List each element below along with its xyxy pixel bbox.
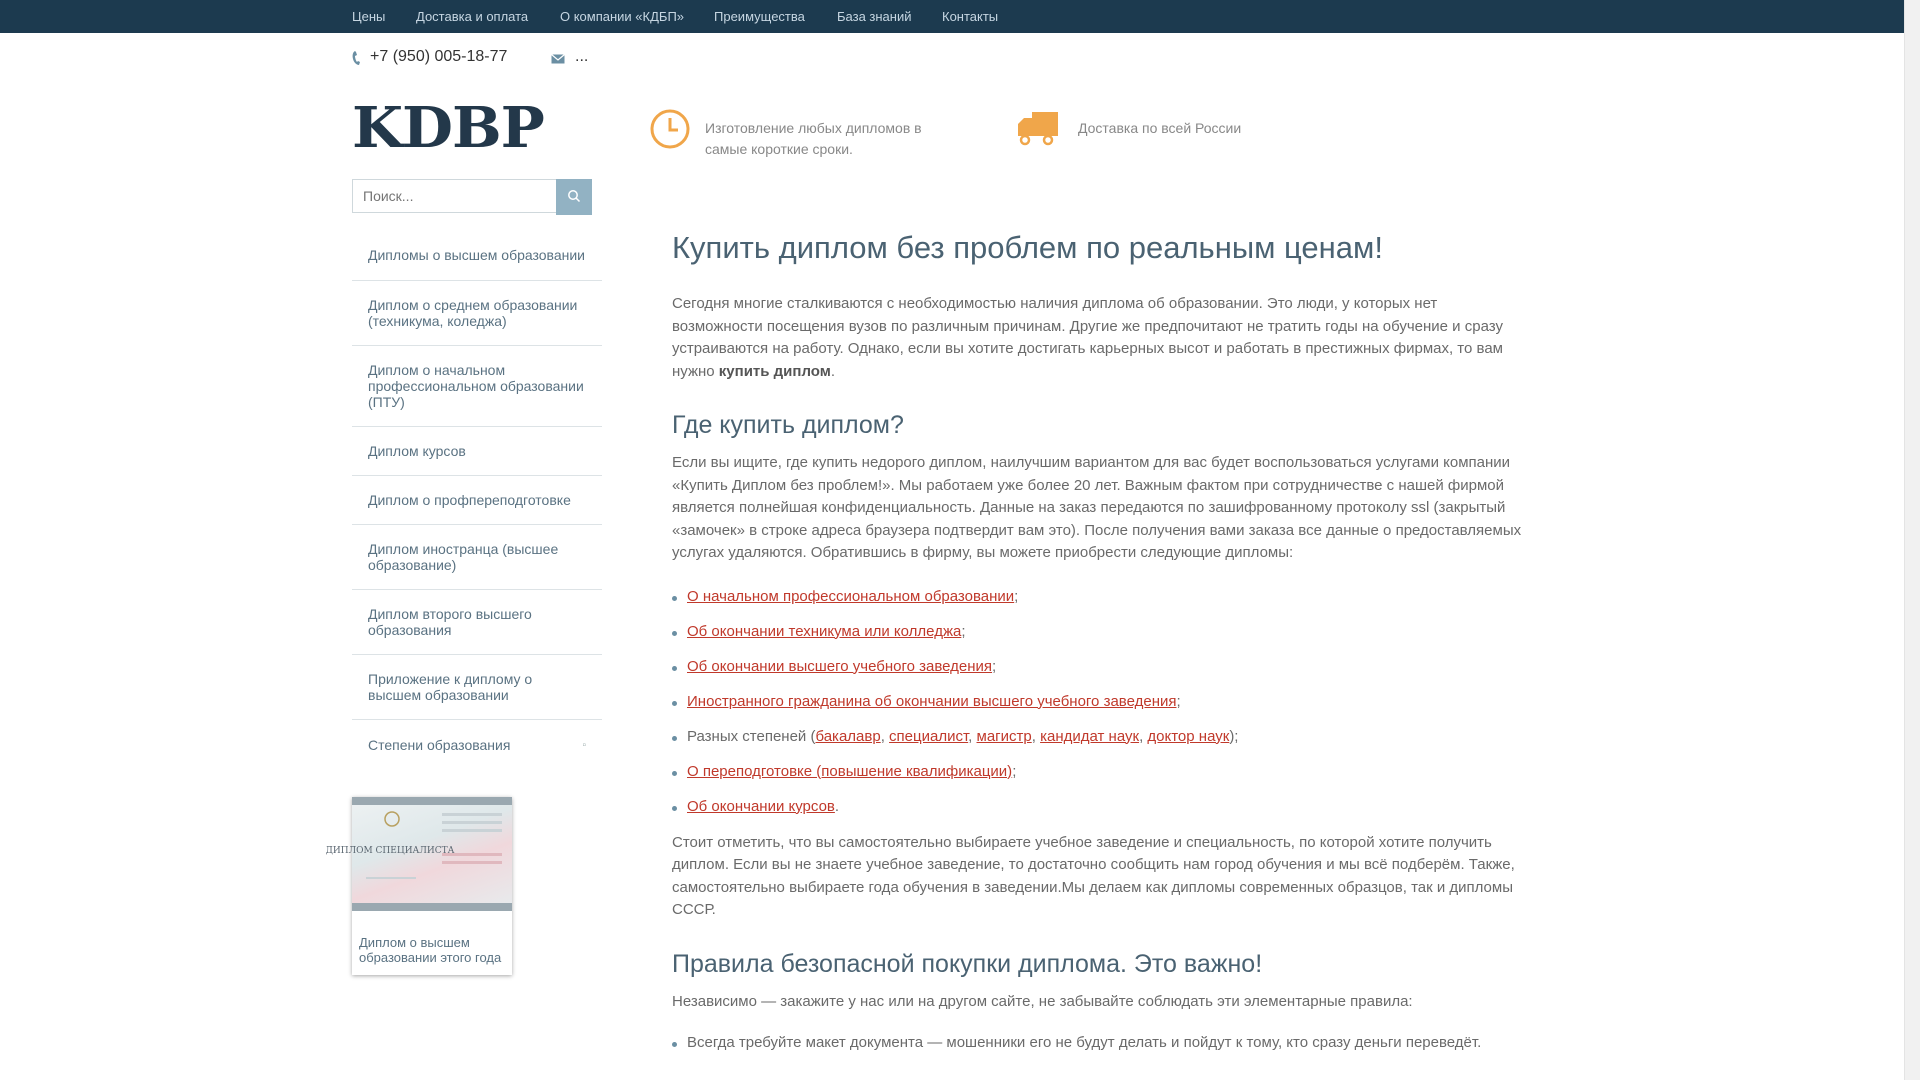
heading-rules: Правила безопасной покупки диплома. Это важно! bbox=[672, 949, 1263, 978]
intro-bold: купить диплом bbox=[718, 362, 831, 380]
list-item: Всегда требуйте макет документа — мошенники его не будут делать и пойдут к тому, кто сразу деньги переведёт. bbox=[672, 1033, 1526, 1068]
sidebar-item-vocational[interactable] bbox=[352, 346, 602, 427]
heading-where: Где купить диплом? bbox=[672, 411, 904, 439]
nav-knowledge-base[interactable]: База знаний bbox=[837, 9, 912, 24]
site-logo[interactable]: KDBP bbox=[352, 95, 544, 161]
sidebar-item-label: Степени образования bbox=[368, 736, 511, 753]
sidebar-item-supplement[interactable] bbox=[352, 655, 602, 720]
list-item: Разных степеней (бакалавр, специалист, магистр, кандидат наук, доктор наук); bbox=[672, 727, 1526, 762]
sidebar-item-secondary[interactable] bbox=[352, 281, 602, 346]
sidebar-item-foreigner[interactable] bbox=[352, 525, 602, 590]
rules-list bbox=[672, 1033, 1526, 1068]
sidebar-item-higher[interactable] bbox=[352, 230, 602, 281]
phone-icon bbox=[352, 50, 362, 66]
nav-advantages[interactable]: Преимущества bbox=[714, 9, 805, 24]
nav-about[interactable]: О компании «КДБП» bbox=[560, 9, 685, 24]
list-item: О начальном профессиональном образовании; bbox=[672, 587, 1526, 622]
product-caption[interactable]: Диплом о высшем образовании этого года bbox=[359, 935, 502, 965]
intro-end: . bbox=[830, 362, 836, 380]
list-item: Иностранного гражданина об окончании высшего учебного заведения; bbox=[672, 692, 1526, 727]
chevron-down-icon[interactable]: ▫ bbox=[582, 739, 586, 751]
sidebar-menu bbox=[352, 230, 602, 769]
phone-number[interactable]: +7 (950) 005-18-77 bbox=[370, 48, 508, 65]
page-scrollbar[interactable] bbox=[1904, 0, 1920, 1080]
product-image[interactable] bbox=[325, 797, 512, 911]
link-retraining[interactable]: О переподготовке (повышение квалификации) bbox=[687, 762, 1013, 780]
sidebar-item-retraining[interactable] bbox=[352, 476, 602, 525]
link-specialist[interactable]: специалист bbox=[889, 727, 969, 745]
nav-prices[interactable]: Цены bbox=[352, 9, 386, 24]
sidebar-item-label: Диплом о среднем образовании (техникума, коледжа) bbox=[368, 297, 578, 329]
sidebar-item-label: Дипломы о высшем образовании bbox=[368, 247, 585, 263]
sidebar-item-label: Диплом о профпереподготовке bbox=[368, 492, 571, 508]
sidebar-item-courses[interactable] bbox=[352, 427, 602, 476]
diploma-image bbox=[325, 797, 512, 911]
link-foreigner[interactable]: Иностранного гражданина об окончании высшего учебного заведения bbox=[687, 692, 1177, 710]
where-paragraph: Если вы ищите, где купить недорого диплом, наилучшим вариантом для вас будет воспользоваться услугами компании «Купить Диплом без проблем!». Мы работаем уже более 20 лет. Важным фактом при сотрудничестве с нашей фирмой является полнейшая конфиденциальность. Данные на заказ передаются по зашифрованному протоколу ssl (закрытый «замочек» в строке адреса браузера подтвердит вам это). После получения вами заказа все данные о предоставляемых услугах удаляются. Обратившись в фирму, вы можете приобрести следующие дипломы: bbox=[672, 454, 1522, 561]
nav-contacts[interactable]: Контакты bbox=[942, 9, 999, 24]
link-college[interactable]: Об окончании техникума или колледжа bbox=[687, 622, 962, 640]
choose-paragraph: Стоит отметить, что вы самостоятельно выбираете учебное заведение и специальность, по которой хотите получить диплом. Если вы не знаете учебное заведение, то достаточно сообщить нам город обучения и мы всё подберём. Также, самостоятельно выбираете года обучения в заведении.Мы делаем как дипломы современных образцов, так и дипломы СССР. bbox=[672, 833, 1515, 918]
sidebar-item-degrees[interactable] bbox=[352, 720, 602, 769]
feature-fast-text: Изготовление любых дипломов в самые короткие сроки. bbox=[705, 120, 922, 157]
link-bachelor[interactable]: бакалавр bbox=[815, 727, 881, 745]
sidebar-item-label: Диплом второго высшего образования bbox=[368, 606, 532, 638]
nav-delivery[interactable]: Доставка и оплата bbox=[416, 9, 529, 24]
degrees-prefix: Разных степеней ( bbox=[687, 727, 816, 745]
top-nav-bar bbox=[0, 0, 1905, 33]
diploma-image-text: ДИПЛОМ СПЕЦИАЛИСТА bbox=[325, 846, 455, 856]
search-form bbox=[352, 179, 592, 215]
feature-delivery-text: Доставка по всей России bbox=[1078, 120, 1242, 136]
search-input[interactable] bbox=[352, 179, 556, 213]
page-title: Купить диплом без проблем по реальным ценам! bbox=[672, 230, 1383, 265]
search-icon bbox=[567, 189, 581, 203]
list-item: Об окончании курсов. bbox=[672, 797, 1526, 832]
mail-icon bbox=[551, 54, 565, 64]
list-item: Об окончании техникума или колледжа; bbox=[672, 622, 1526, 657]
link-higher[interactable]: Об окончании высшего учебного заведения bbox=[687, 657, 993, 675]
intro-text: Сегодня многие сталкиваются с необходимостью наличия диплома об образовании. Это люди, у которых нет возможности посещения вузов по различным причинам. Другие же предпочитают не тратить годы на обучение и сразу устраиваются на работу. Однако, если вы хотите достигать карьерных высот и работать в престижных фирмах, то вам нужно bbox=[672, 295, 1503, 380]
sidebar-item-label: Диплом иностранца (высшее образование) bbox=[368, 541, 559, 573]
link-vocational[interactable]: О начальном профессиональном образовании bbox=[687, 587, 1015, 605]
intro-paragraph bbox=[672, 293, 1526, 383]
link-master[interactable]: магистр bbox=[976, 727, 1032, 745]
clock-icon bbox=[649, 108, 691, 150]
link-courses[interactable]: Об окончании курсов bbox=[687, 797, 835, 815]
email-address[interactable]: ... bbox=[575, 48, 589, 65]
sidebar-item-label: Диплом курсов bbox=[368, 443, 466, 459]
product-card[interactable] bbox=[325, 797, 512, 975]
rules-paragraph: Независимо — закажите у нас или на другом сайте, не забывайте соблюдать эти элементарные правила: bbox=[672, 992, 1413, 1010]
diploma-list bbox=[672, 587, 1526, 832]
list-item: О переподготовке (повышение квалификации); bbox=[672, 762, 1526, 797]
sidebar-item-second-higher[interactable] bbox=[352, 590, 602, 655]
link-candidate[interactable]: кандидат наук bbox=[1040, 727, 1140, 745]
sidebar-item-label: Приложение к диплому о высшем образовании bbox=[368, 671, 533, 703]
sidebar-item-label: Диплом о начальном профессиональном образовании (ПТУ) bbox=[368, 362, 584, 410]
list-item: Об окончании высшего учебного заведения; bbox=[672, 657, 1526, 692]
search-button[interactable] bbox=[556, 179, 592, 215]
link-doctor[interactable]: доктор наук bbox=[1147, 727, 1230, 745]
main-content bbox=[672, 228, 1526, 1068]
truck-icon bbox=[1016, 108, 1060, 148]
